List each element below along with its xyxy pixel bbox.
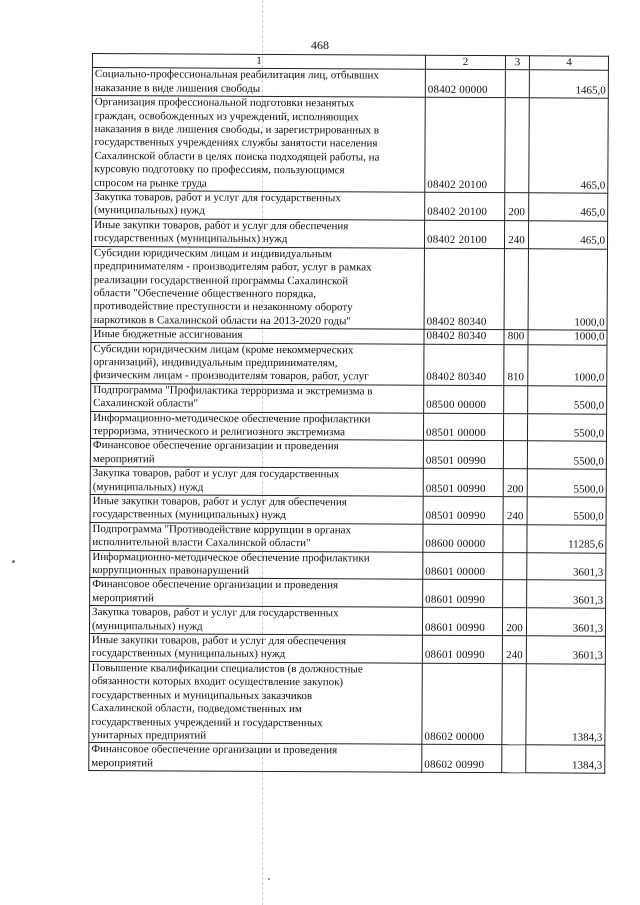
row-csr-cell: 08602 00000: [422, 663, 502, 745]
table-row: [89, 634, 605, 665]
row-csr-cell: 08501 00990: [423, 496, 503, 524]
table-row: [91, 218, 607, 249]
row-csr-cell: 08602 00990: [422, 745, 502, 773]
row-name-cell: Иные закупки товаров, работ и услуг для обеспечения государственных (муниципальных) нужд: [91, 218, 424, 248]
table-row: [90, 411, 606, 442]
row-vr-cell: [502, 745, 526, 773]
table-row: [90, 439, 606, 470]
row-vr-cell: [503, 413, 527, 441]
row-name-cell: Финансовое обеспечение организации и проведения мероприятий: [90, 578, 423, 608]
row-name-cell: Информационно-методическое обеспечение профилактики терроризма, этнического и религиозного экстремизма: [90, 411, 423, 441]
row-name-cell: Финансовое обеспечение организации и проведения мероприятий: [89, 743, 422, 773]
row-csr-cell: 08402 00000: [425, 70, 505, 98]
row-sum-cell: 5500,0: [527, 441, 606, 469]
row-vr-cell: 200: [502, 608, 526, 636]
row-name-cell: Организация профессиональной подготовки незанятых граждан, освобожденных из учреждений, исполняющих наказания в виде лишения свободы, и зарегистрированных в государственных учреждениях службы занятости населения Сахалинской области в целях поиска подходящей работы, на курсовую подготовку по профессиям, пользующимся спросом на рынке труда: [92, 96, 425, 193]
header-cell: 2: [425, 55, 505, 70]
table-row: [90, 550, 606, 581]
row-vr-cell: [503, 441, 527, 469]
row-sum-cell: 3601,3: [527, 552, 606, 580]
row-csr-cell: 08601 00990: [422, 607, 502, 635]
row-csr-cell: 08402 20100: [425, 192, 505, 220]
row-sum-cell: 1465,0: [529, 70, 608, 98]
row-vr-cell: [503, 580, 527, 608]
row-sum-cell: 1000,0: [528, 344, 607, 386]
row-sum-cell: 5500,0: [527, 469, 606, 497]
table-row: [91, 246, 607, 330]
row-vr-cell: [503, 524, 527, 552]
budget-table: [88, 53, 609, 774]
scan-speck: [12, 560, 15, 563]
table-row: [89, 661, 605, 745]
row-csr-cell: 08402 80340: [424, 344, 504, 386]
row-name-cell: Информационно-методическое обеспечение профилактики коррупционных правонарушений: [90, 550, 423, 580]
row-csr-cell: 08500 00000: [424, 385, 504, 413]
row-name-cell: Субсидии юридическим лицам и индивидуальным предпринимателям - производителям работ, услуг в рамках реализации государственной программы Сахалинской области "Обеспечение общественного порядка, противодействие преступности и незаконному обороту наркотиков в Сахалинской области на 2013-2020 годы": [91, 246, 424, 329]
row-vr-cell: 200: [503, 469, 527, 497]
row-vr-cell: 810: [504, 344, 528, 385]
row-sum-cell: 1384,3: [526, 664, 605, 746]
row-name-cell: Закупка товаров, работ и услуг для государственных (муниципальных) нужд: [92, 191, 425, 221]
row-sum-cell: 5500,0: [527, 497, 606, 525]
table-row: [92, 96, 608, 194]
row-sum-cell: 1000,0: [528, 330, 607, 345]
row-sum-cell: 465,0: [528, 221, 607, 249]
table-row: [90, 467, 606, 498]
table-row: [91, 383, 607, 414]
row-sum-cell: 3601,3: [527, 580, 606, 608]
row-vr-cell: [505, 70, 529, 98]
row-csr-cell: 08501 00000: [423, 413, 503, 441]
row-sum-cell: 1384,3: [526, 745, 605, 773]
row-name-cell: Закупка товаров, работ и услуг для государственных (муниципальных) нужд: [90, 467, 423, 497]
row-name-cell: Иные закупки товаров, работ и услуг для обеспечения государственных (муниципальных) нужд: [89, 634, 422, 664]
row-csr-cell: 08402 20100: [424, 220, 504, 248]
table-row: [89, 606, 605, 637]
row-name-cell: Повышение квалификации специалистов (в должностные обязанности которых входит осуществление закупок) государственных и муниципальных заказчиков Сахалинской области, подведомственных им государственных учреждений и государственных унитарных предприятий: [89, 661, 422, 744]
header-cell: 4: [529, 56, 608, 71]
row-csr-cell: 08402 80340: [424, 329, 504, 344]
row-name-cell: Подпрограмма "Профилактика терроризма и экстремизма в Сахалинской области": [91, 383, 424, 413]
row-vr-cell: [503, 552, 527, 580]
table-row: [90, 494, 606, 525]
row-name-cell: Иные бюджетные ассигнования: [91, 328, 424, 344]
table-row: [91, 342, 607, 386]
row-sum-cell: 5500,0: [527, 413, 606, 441]
row-csr-cell: 08501 00990: [423, 468, 503, 496]
row-name-cell: Субсидии юридическим лицам (кроме некоммерческих организаций), индивидуальным предпринимателям, физическим лицам - производителям товаров, работ, услуг: [91, 342, 424, 385]
row-sum-cell: 3601,3: [526, 608, 605, 636]
row-vr-cell: 240: [503, 497, 527, 525]
page-number: 468: [311, 38, 329, 52]
row-csr-cell: 08601 00990: [423, 580, 503, 608]
row-vr-cell: 200: [505, 193, 529, 221]
table-row: [89, 743, 605, 774]
row-csr-cell: 08601 00000: [423, 552, 503, 580]
table-row: [90, 578, 606, 609]
row-vr-cell: [505, 98, 529, 193]
table-row: [92, 191, 608, 222]
row-vr-cell: 240: [502, 636, 526, 664]
row-sum-cell: 5500,0: [528, 386, 607, 414]
row-sum-cell: 3601,3: [526, 636, 605, 664]
row-sum-cell: 11285,6: [527, 525, 606, 553]
row-vr-cell: [504, 385, 528, 413]
row-name-cell: Подпрограмма "Противодействие коррупции в органах исполнительной власти Сахалинской области": [90, 522, 423, 552]
header-cell: 1: [92, 54, 425, 70]
row-sum-cell: 1000,0: [528, 248, 607, 330]
row-vr-cell: [504, 248, 528, 330]
table-row: [92, 68, 608, 99]
row-csr-cell: 08402 20100: [425, 97, 505, 192]
row-name-cell: Закупка товаров, работ и услуг для государственных (муниципальных) нужд: [89, 606, 422, 636]
row-name-cell: Социально-профессиональная реабилитация лиц, отбывших наказание в виде лишения свободы: [92, 68, 425, 98]
row-vr-cell: 800: [504, 330, 528, 345]
row-sum-cell: 465,0: [529, 193, 608, 221]
row-name-cell: Финансовое обеспечение организации и проведения мероприятий: [90, 439, 423, 469]
row-csr-cell: 08601 00990: [422, 635, 502, 663]
row-csr-cell: 08600 00000: [423, 524, 503, 552]
table-row: [90, 522, 606, 553]
row-csr-cell: 08402 80340: [424, 248, 504, 330]
row-csr-cell: 08501 00990: [423, 441, 503, 469]
scan-speck: [268, 878, 270, 880]
row-vr-cell: [502, 664, 526, 746]
row-sum-cell: 465,0: [529, 98, 608, 193]
document-sheet: [88, 53, 608, 774]
header-cell: 3: [505, 56, 529, 71]
row-vr-cell: 240: [504, 221, 528, 249]
row-name-cell: Иные закупки товаров, работ и услуг для обеспечения государственных (муниципальных) нужд: [90, 494, 423, 524]
